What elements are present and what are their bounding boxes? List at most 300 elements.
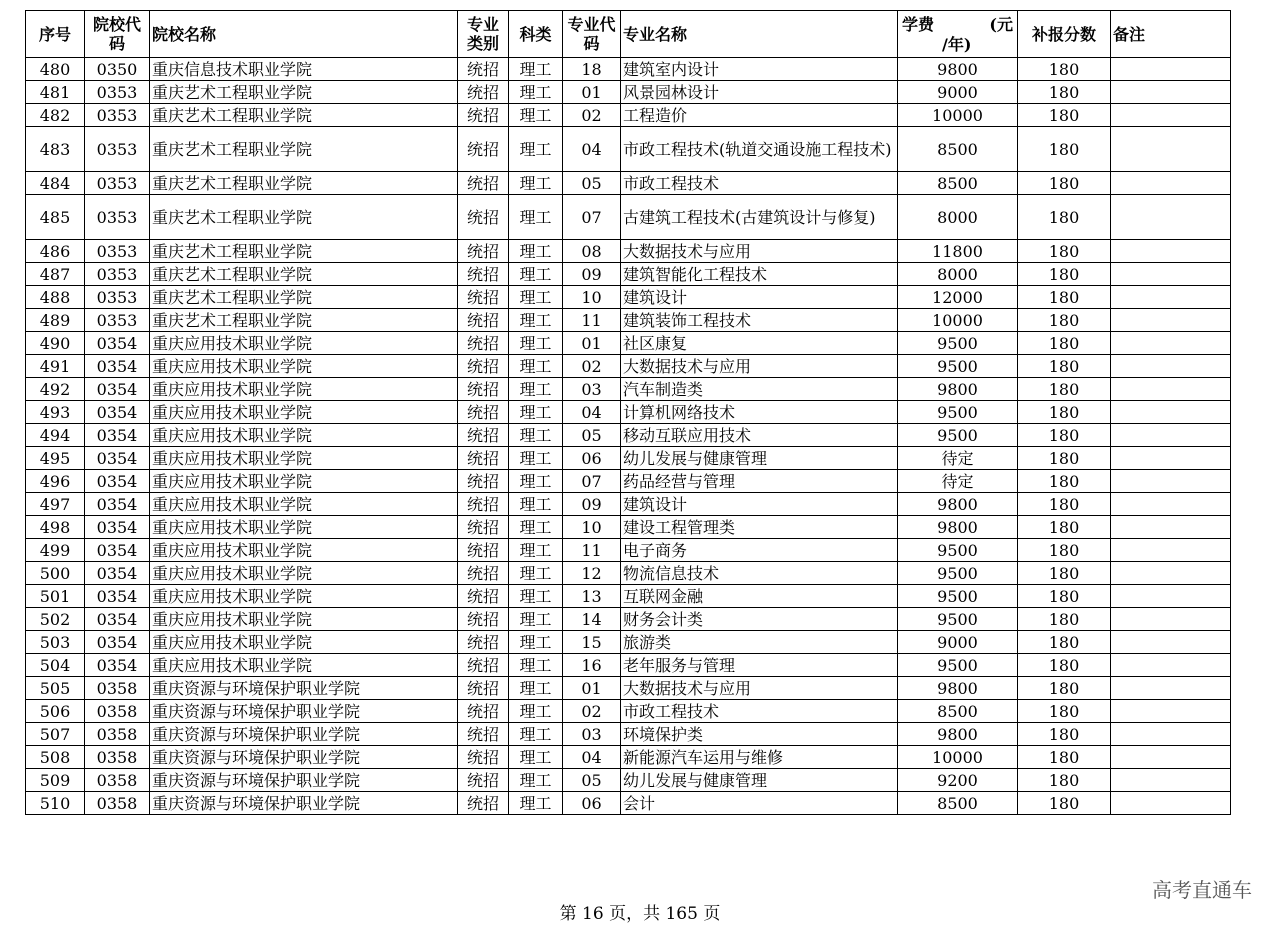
cell-school-code: 0354 [85,447,150,470]
cell-remark [1111,401,1231,424]
cell-school-code: 0358 [85,723,150,746]
cell-subject: 理工 [509,654,563,677]
cell-school-name: 重庆应用技术职业学院 [150,355,458,378]
cell-major-code: 09 [563,263,621,286]
cell-major-name: 移动互联应用技术 [621,424,898,447]
table-row [26,585,1231,608]
cell-school-code: 0354 [85,608,150,631]
cell-score: 180 [1018,654,1111,677]
cell-subject: 理工 [509,746,563,769]
cell-seq: 482 [26,104,85,127]
cell-major-name: 工程造价 [621,104,898,127]
table-row [26,654,1231,677]
table-row [26,562,1231,585]
cell-subject: 理工 [509,447,563,470]
cell-score: 180 [1018,562,1111,585]
cell-school-code: 0354 [85,516,150,539]
cell-school-name: 重庆艺术工程职业学院 [150,195,458,240]
cell-fee: 8000 [898,195,1018,240]
cell-score: 180 [1018,769,1111,792]
cell-subject: 理工 [509,286,563,309]
cell-major-type: 统招 [458,608,509,631]
cell-fee: 9000 [898,81,1018,104]
cell-major-name: 环境保护类 [621,723,898,746]
cell-score: 180 [1018,104,1111,127]
header-fee-unit-close: /年) [942,35,972,54]
cell-major-code: 06 [563,447,621,470]
header-school-name: 院校名称 [150,11,458,58]
cell-fee: 9500 [898,332,1018,355]
cell-subject: 理工 [509,240,563,263]
cell-subject: 理工 [509,401,563,424]
cell-score: 180 [1018,424,1111,447]
cell-fee: 9800 [898,723,1018,746]
cell-score: 180 [1018,401,1111,424]
cell-major-code: 02 [563,355,621,378]
cell-subject: 理工 [509,424,563,447]
cell-major-type: 统招 [458,240,509,263]
table-row [26,447,1231,470]
cell-remark [1111,677,1231,700]
cell-major-name: 建筑室内设计 [621,58,898,81]
cell-major-name: 市政工程技术(轨道交通设施工程技术) [621,127,898,172]
cell-seq: 496 [26,470,85,493]
cell-fee: 待定 [898,470,1018,493]
cell-score: 180 [1018,516,1111,539]
cell-school-name: 重庆艺术工程职业学院 [150,127,458,172]
cell-major-type: 统招 [458,769,509,792]
cell-seq: 491 [26,355,85,378]
cell-score: 180 [1018,355,1111,378]
admissions-table [25,10,1231,815]
cell-major-type: 统招 [458,677,509,700]
table-row [26,516,1231,539]
cell-seq: 492 [26,378,85,401]
cell-fee: 9800 [898,378,1018,401]
cell-major-name: 计算机网络技术 [621,401,898,424]
cell-major-name: 市政工程技术 [621,700,898,723]
cell-seq: 480 [26,58,85,81]
cell-major-type: 统招 [458,470,509,493]
cell-school-name: 重庆艺术工程职业学院 [150,172,458,195]
cell-major-code: 03 [563,378,621,401]
cell-major-name: 大数据技术与应用 [621,355,898,378]
cell-subject: 理工 [509,104,563,127]
cell-major-type: 统招 [458,700,509,723]
cell-major-type: 统招 [458,585,509,608]
cell-remark [1111,631,1231,654]
cell-major-name: 互联网金融 [621,585,898,608]
cell-fee: 8000 [898,263,1018,286]
cell-fee: 12000 [898,286,1018,309]
cell-seq: 484 [26,172,85,195]
cell-school-code: 0353 [85,286,150,309]
cell-major-type: 统招 [458,309,509,332]
header-fee-unit-open: (元 [989,15,1013,34]
cell-major-name: 风景园林设计 [621,81,898,104]
cell-subject: 理工 [509,723,563,746]
cell-score: 180 [1018,172,1111,195]
cell-score: 180 [1018,286,1111,309]
cell-remark [1111,562,1231,585]
cell-major-name: 大数据技术与应用 [621,240,898,263]
cell-fee: 待定 [898,447,1018,470]
cell-subject: 理工 [509,700,563,723]
cell-seq: 500 [26,562,85,585]
cell-major-type: 统招 [458,447,509,470]
cell-fee: 9800 [898,493,1018,516]
cell-school-code: 0353 [85,263,150,286]
cell-major-name: 建筑设计 [621,493,898,516]
cell-remark [1111,309,1231,332]
cell-fee: 9500 [898,654,1018,677]
cell-major-type: 统招 [458,104,509,127]
cell-major-code: 01 [563,332,621,355]
cell-seq: 493 [26,401,85,424]
cell-major-code: 10 [563,286,621,309]
cell-major-code: 01 [563,677,621,700]
cell-school-code: 0353 [85,81,150,104]
cell-seq: 501 [26,585,85,608]
cell-major-code: 05 [563,172,621,195]
cell-school-code: 0358 [85,700,150,723]
cell-subject: 理工 [509,562,563,585]
table-row [26,355,1231,378]
cell-school-name: 重庆应用技术职业学院 [150,608,458,631]
cell-school-code: 0353 [85,104,150,127]
cell-subject: 理工 [509,127,563,172]
table-header [26,11,1231,58]
cell-school-code: 0350 [85,58,150,81]
cell-score: 180 [1018,58,1111,81]
table-row [26,240,1231,263]
cell-score: 180 [1018,378,1111,401]
cell-seq: 494 [26,424,85,447]
cell-major-code: 07 [563,470,621,493]
cell-remark [1111,172,1231,195]
fee-header-box [898,11,1017,57]
cell-score: 180 [1018,240,1111,263]
cell-major-name: 建筑设计 [621,286,898,309]
cell-subject: 理工 [509,355,563,378]
table-row [26,81,1231,104]
cell-school-name: 重庆艺术工程职业学院 [150,263,458,286]
cell-school-name: 重庆应用技术职业学院 [150,654,458,677]
cell-fee: 10000 [898,104,1018,127]
cell-score: 180 [1018,677,1111,700]
cell-major-type: 统招 [458,355,509,378]
cell-major-type: 统招 [458,127,509,172]
cell-major-name: 老年服务与管理 [621,654,898,677]
cell-fee: 10000 [898,309,1018,332]
cell-major-code: 15 [563,631,621,654]
cell-seq: 502 [26,608,85,631]
table-row [26,677,1231,700]
table-row [26,424,1231,447]
cell-major-code: 07 [563,195,621,240]
cell-seq: 506 [26,700,85,723]
cell-school-code: 0354 [85,424,150,447]
cell-major-name: 财务会计类 [621,608,898,631]
cell-major-code: 09 [563,493,621,516]
cell-major-code: 12 [563,562,621,585]
header-seq: 序号 [26,11,85,58]
cell-remark [1111,470,1231,493]
cell-major-code: 02 [563,104,621,127]
cell-remark [1111,286,1231,309]
table-row [26,608,1231,631]
cell-subject: 理工 [509,608,563,631]
header-school-code: 院校代码 [85,11,150,58]
cell-school-code: 0354 [85,332,150,355]
cell-major-code: 05 [563,769,621,792]
cell-subject: 理工 [509,378,563,401]
table-row [26,723,1231,746]
cell-fee: 9800 [898,58,1018,81]
cell-school-code: 0354 [85,654,150,677]
cell-school-code: 0353 [85,240,150,263]
cell-major-type: 统招 [458,539,509,562]
cell-remark [1111,516,1231,539]
table-row [26,263,1231,286]
cell-remark [1111,700,1231,723]
cell-major-name: 市政工程技术 [621,172,898,195]
cell-fee: 8500 [898,700,1018,723]
cell-fee: 9500 [898,585,1018,608]
cell-major-type: 统招 [458,286,509,309]
cell-school-code: 0354 [85,493,150,516]
header-major-name: 专业名称 [621,11,898,58]
cell-seq: 504 [26,654,85,677]
table-row [26,172,1231,195]
cell-seq: 487 [26,263,85,286]
cell-seq: 509 [26,769,85,792]
cell-school-code: 0358 [85,769,150,792]
cell-subject: 理工 [509,516,563,539]
cell-major-code: 02 [563,700,621,723]
cell-fee: 8500 [898,792,1018,815]
cell-fee: 9500 [898,355,1018,378]
cell-school-name: 重庆艺术工程职业学院 [150,309,458,332]
cell-score: 180 [1018,195,1111,240]
cell-major-type: 统招 [458,792,509,815]
cell-fee: 9500 [898,562,1018,585]
cell-major-code: 03 [563,723,621,746]
cell-school-name: 重庆应用技术职业学院 [150,424,458,447]
cell-school-name: 重庆应用技术职业学院 [150,562,458,585]
table-row [26,127,1231,172]
cell-fee: 8500 [898,127,1018,172]
cell-major-type: 统招 [458,424,509,447]
cell-score: 180 [1018,631,1111,654]
header-major-type: 专业类别 [458,11,509,58]
table-row [26,539,1231,562]
cell-major-type: 统招 [458,493,509,516]
cell-subject: 理工 [509,195,563,240]
cell-major-code: 10 [563,516,621,539]
cell-major-code: 01 [563,81,621,104]
cell-remark [1111,769,1231,792]
cell-fee: 9500 [898,539,1018,562]
cell-school-name: 重庆资源与环境保护职业学院 [150,723,458,746]
cell-remark [1111,424,1231,447]
cell-school-code: 0353 [85,195,150,240]
table-row [26,378,1231,401]
cell-major-name: 大数据技术与应用 [621,677,898,700]
cell-school-name: 重庆应用技术职业学院 [150,332,458,355]
cell-fee: 11800 [898,240,1018,263]
cell-major-type: 统招 [458,746,509,769]
cell-score: 180 [1018,608,1111,631]
cell-school-code: 0354 [85,378,150,401]
cell-seq: 486 [26,240,85,263]
table-row [26,401,1231,424]
cell-remark [1111,493,1231,516]
table-row [26,195,1231,240]
cell-remark [1111,127,1231,172]
cell-major-type: 统招 [458,263,509,286]
cell-major-type: 统招 [458,516,509,539]
cell-major-code: 08 [563,240,621,263]
cell-major-type: 统招 [458,401,509,424]
cell-score: 180 [1018,332,1111,355]
cell-fee: 9500 [898,424,1018,447]
cell-score: 180 [1018,309,1111,332]
cell-major-code: 04 [563,746,621,769]
cell-score: 180 [1018,746,1111,769]
cell-subject: 理工 [509,263,563,286]
table-row [26,769,1231,792]
cell-score: 180 [1018,447,1111,470]
cell-school-name: 重庆应用技术职业学院 [150,401,458,424]
cell-major-type: 统招 [458,562,509,585]
cell-remark [1111,746,1231,769]
cell-seq: 489 [26,309,85,332]
cell-major-name: 旅游类 [621,631,898,654]
cell-seq: 497 [26,493,85,516]
cell-major-name: 物流信息技术 [621,562,898,585]
cell-school-name: 重庆应用技术职业学院 [150,447,458,470]
cell-subject: 理工 [509,539,563,562]
cell-score: 180 [1018,127,1111,172]
cell-score: 180 [1018,81,1111,104]
table-row [26,332,1231,355]
header-major-code: 专业代码 [563,11,621,58]
cell-school-name: 重庆资源与环境保护职业学院 [150,746,458,769]
cell-remark [1111,539,1231,562]
cell-major-code: 11 [563,309,621,332]
table-row [26,493,1231,516]
cell-major-name: 电子商务 [621,539,898,562]
header-score: 补报分数 [1018,11,1111,58]
table-row [26,700,1231,723]
cell-school-name: 重庆艺术工程职业学院 [150,104,458,127]
cell-subject: 理工 [509,769,563,792]
cell-major-name: 幼儿发展与健康管理 [621,769,898,792]
header-remark: 备注 [1111,11,1231,58]
cell-school-name: 重庆资源与环境保护职业学院 [150,769,458,792]
cell-major-code: 18 [563,58,621,81]
cell-subject: 理工 [509,470,563,493]
cell-fee: 9500 [898,401,1018,424]
cell-school-name: 重庆资源与环境保护职业学院 [150,700,458,723]
cell-school-name: 重庆信息技术职业学院 [150,58,458,81]
cell-major-name: 会计 [621,792,898,815]
watermark-text: 高考直通车 [1152,878,1252,902]
cell-remark [1111,355,1231,378]
cell-school-code: 0353 [85,309,150,332]
cell-seq: 505 [26,677,85,700]
cell-school-name: 重庆应用技术职业学院 [150,516,458,539]
cell-major-type: 统招 [458,332,509,355]
table-row [26,286,1231,309]
cell-score: 180 [1018,792,1111,815]
cell-subject: 理工 [509,585,563,608]
cell-major-type: 统招 [458,378,509,401]
cell-major-type: 统招 [458,172,509,195]
cell-subject: 理工 [509,172,563,195]
cell-major-name: 建筑装饰工程技术 [621,309,898,332]
cell-score: 180 [1018,470,1111,493]
cell-school-name: 重庆艺术工程职业学院 [150,240,458,263]
table-body [26,58,1231,815]
cell-school-code: 0358 [85,746,150,769]
table-row [26,104,1231,127]
cell-remark [1111,195,1231,240]
cell-subject: 理工 [509,309,563,332]
cell-school-code: 0353 [85,127,150,172]
cell-major-code: 05 [563,424,621,447]
cell-subject: 理工 [509,332,563,355]
cell-remark [1111,81,1231,104]
header-row [26,11,1231,58]
cell-fee: 9200 [898,769,1018,792]
cell-major-type: 统招 [458,81,509,104]
cell-seq: 498 [26,516,85,539]
cell-remark [1111,447,1231,470]
cell-school-code: 0354 [85,401,150,424]
cell-major-type: 统招 [458,58,509,81]
cell-seq: 481 [26,81,85,104]
cell-seq: 510 [26,792,85,815]
cell-fee: 9800 [898,677,1018,700]
cell-major-name: 汽车制造类 [621,378,898,401]
cell-fee: 9000 [898,631,1018,654]
cell-remark [1111,58,1231,81]
cell-school-name: 重庆应用技术职业学院 [150,585,458,608]
cell-score: 180 [1018,539,1111,562]
cell-seq: 499 [26,539,85,562]
table-row [26,746,1231,769]
cell-major-type: 统招 [458,723,509,746]
header-fee-label: 学费 [902,15,935,34]
cell-school-name: 重庆艺术工程职业学院 [150,286,458,309]
cell-seq: 490 [26,332,85,355]
cell-major-code: 11 [563,539,621,562]
cell-major-name: 药品经营与管理 [621,470,898,493]
cell-seq: 508 [26,746,85,769]
cell-seq: 483 [26,127,85,172]
cell-score: 180 [1018,493,1111,516]
cell-seq: 485 [26,195,85,240]
cell-remark [1111,263,1231,286]
cell-remark [1111,585,1231,608]
cell-fee: 9500 [898,608,1018,631]
cell-subject: 理工 [509,631,563,654]
cell-school-code: 0354 [85,562,150,585]
cell-major-name: 幼儿发展与健康管理 [621,447,898,470]
cell-major-type: 统招 [458,195,509,240]
